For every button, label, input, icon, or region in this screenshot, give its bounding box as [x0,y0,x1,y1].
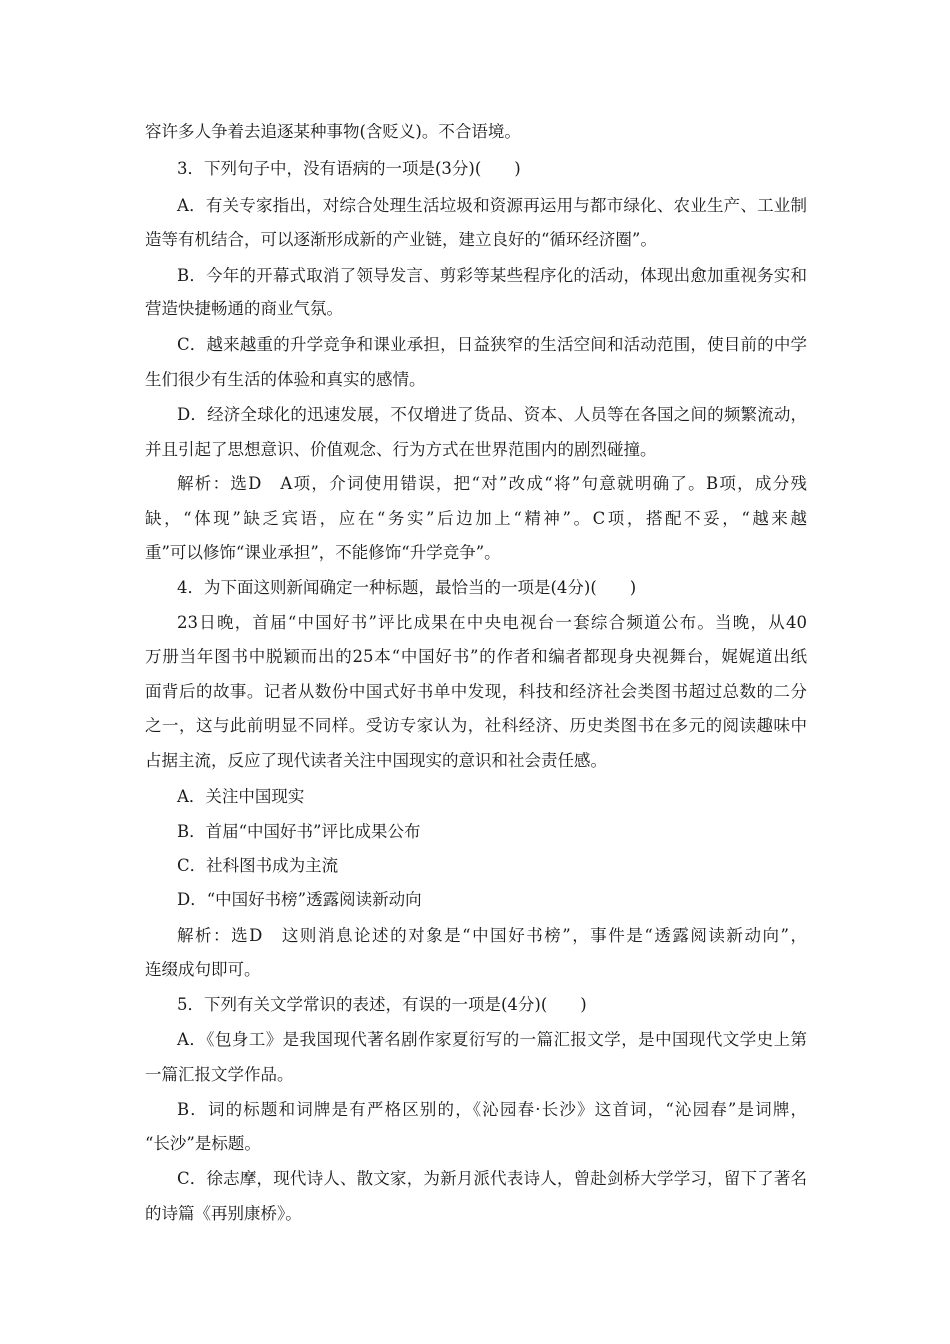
option-c: C．越来越重的升学竞争和课业承担，日益狭窄的生活空间和活动范围，使目前的中学 [177,335,807,354]
text-line: 占据主流，反应了现代读者关注中国现实的意识和社会责任感。 [145,751,607,770]
option-a: A．关注中国现实 [177,787,305,806]
question-4-stem: 4．为下面这则新闻确定一种标题，最恰当的一项是(4分)( ) [177,578,637,597]
analysis-3: 解析：选D A项，介词使用错误，把“对”改成“将”句意就明确了。B项，成分残 [177,474,807,493]
news-paragraph: 23日晚，首届“中国好书”评比成果在中央电视台一套综合频道公布。当晚，从40 [177,613,807,632]
option-d: D．“中国好书榜”透露阅读新动向 [177,890,422,909]
text-line: 万册当年图书中脱颖而出的25本“中国好书”的作者和编者都现身央视舞台，娓娓道出纸 [145,647,807,666]
analysis-4: 解析：选D 这则消息论述的对象是“中国好书榜”，事件是“透露阅读新动向”， [177,926,807,945]
text-line: 造等有机结合，可以逐渐形成新的产业链，建立良好的“循环经济圈”。 [145,230,657,249]
option-c: C．社科图书成为主流 [177,856,339,875]
option-a: A．《包身工》是我国现代著名剧作家夏衍写的一篇汇报文学，是中国现代文学史上第 [177,1030,807,1049]
text-line: 容许多人争着去追逐某种事物(含贬义)。不合语境。 [145,122,521,141]
text-line: 营造快捷畅通的商业气氛。 [145,299,343,318]
text-line: 并且引起了思想意识、价值观念、行为方式在世界范围内的剧烈碰撞。 [145,440,657,459]
text-line: 面背后的故事。记者从数份中国式好书单中发现，科技和经济社会类图书超过总数的二分 [145,682,807,701]
option-a: A．有关专家指出，对综合处理生活垃圾和资源再运用与都市绿化、农业生产、工业制 [177,196,807,215]
text-line: 缺，“体现”缺乏宾语，应在“务实”后边加上“精神”。C项，搭配不妥，“越来越 [145,509,807,528]
question-5-stem: 5．下列有关文学常识的表述，有误的一项是(4分)( ) [177,995,587,1014]
text-line: 连缀成句即可。 [145,960,261,979]
option-b: B．今年的开幕式取消了领导发言、剪彩等某些程序化的活动，体现出愈加重视务实和 [177,266,807,285]
text-line: 生们很少有生活的体验和真实的感情。 [145,370,426,389]
text-line: 重”可以修饰“课业承担”，不能修饰“升学竞争”。 [145,543,501,562]
option-b: B．词的标题和词牌是有严格区别的，《沁园春·长沙》这首词，“沁园春”是词牌， [177,1100,807,1119]
text-line: 一篇汇报文学作品。 [145,1065,294,1084]
option-d: D．经济全球化的迅速发展，不仅增进了货品、资本、人员等在各国之间的频繁流动， [177,405,807,424]
text-line: 的诗篇《再别康桥》。 [145,1204,302,1223]
option-c: C．徐志摩，现代诗人、散文家，为新月派代表诗人，曾赴剑桥大学学习，留下了著名 [177,1169,807,1188]
option-b: B．首届“中国好书”评比成果公布 [177,822,421,841]
text-line: 之一，这与此前明显不同样。受访专家认为，社科经济、历史类图书在多元的阅读趣味中 [145,716,807,735]
text-line: “长沙”是标题。 [145,1134,261,1153]
question-3-stem: 3．下列句子中，没有语病的一项是(3分)( ) [177,159,521,178]
